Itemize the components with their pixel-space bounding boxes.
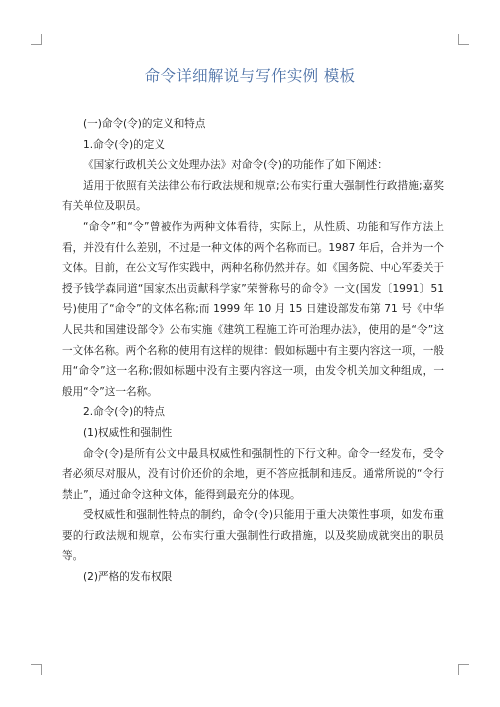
paragraph: 命令(令)是所有公文中最具权威性和强制性的下行文种。命令一经发布，受令者必须尽对服从，没有讨价还价的余地，更不答应抵制和违反。通常所说的“令行禁止”，通过命令这种文体，能得到最充分的体现。 [62, 447, 444, 501]
crop-mark-top-left [31, 34, 42, 45]
paragraph: 适用于依照有关法律公布行政法规和规章;公布实行重大强制性行政措施;嘉奖有关单位及职员。 [62, 179, 444, 213]
point-heading: (2)严格的发布权限 [83, 571, 173, 584]
point-heading: (1)权威性和强制性 [83, 426, 173, 439]
subsection-heading: 1.命令(令)的定义 [83, 138, 165, 151]
subsection-heading: 2.命令(令)的特点 [83, 406, 165, 419]
paragraph: 受权威性和强制性特点的制约，命令(令)只能用于重大决策性事项，如发布重要的行政法规和规章，公布实行重大强制性行政措施，以及奖励成就突出的职员等。 [62, 509, 444, 563]
crop-mark-bottom-right [458, 664, 469, 675]
crop-mark-bottom-left [31, 664, 42, 675]
crop-mark-top-right [458, 34, 469, 45]
document-title: 命令详细解说与写作实例 模板 [144, 67, 356, 85]
section-heading: (一)命令(令)的定义和特点 [83, 118, 206, 130]
paragraph: 《国家行政机关公文处理办法》对命令(令)的功能作了如下阐述： [83, 159, 388, 172]
paragraph: “命令”和“令”曾被作为两种文体看待，实际上，从性质、功能和写作方法上看，并没有什么差别，不过是一种文体的两个名称而已。1987 年后，合并为一个文体。目前，在公文写作实践中，两种名称仍然并存。如《国务院、中心军委关于授予钱学森同道“国家杰出贡献科学家”荣誉称号的命令》一文(国发〔1991〕51 号)使用了“命令”的文体名称;而 1999 年 10 月 15 日建设部发布第 71 号《中华人民共和国建设部令》公布实施《建筑工程施工许可治理办法》，使用的是“令”这一文体名称。两个名称的使用有这样的规律：假如标题中有主要内容这一项，一般用“命令”这一名称;假如标题中没有主要内容这一项，由发令机关加文种组成，一般用“令”这一名称。 [62, 220, 444, 398]
document-body [62, 114, 444, 588]
